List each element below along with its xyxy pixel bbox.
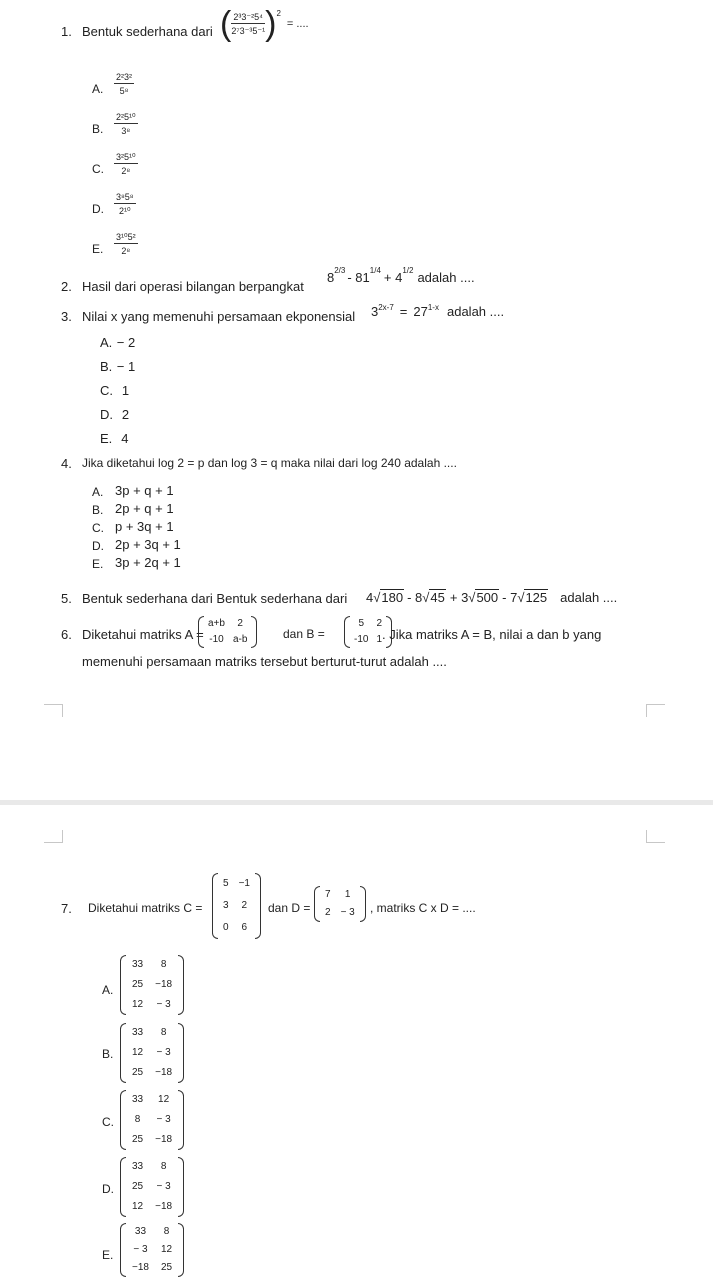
q3-rhs: 27	[413, 304, 428, 319]
q3-lhs-exp: 2x-7	[378, 303, 394, 312]
q7-option-a[interactable]: A.	[102, 983, 114, 997]
q4-opt-value[interactable]: 3p + q + 1	[115, 483, 174, 498]
q1-text: Bentuk sederhana dari	[82, 24, 213, 39]
q1-opt-num: 3¹⁰5²	[116, 232, 136, 242]
q4-opt-letter: C.	[92, 521, 104, 535]
q7-option-e-matrix[interactable]	[120, 1223, 184, 1277]
q3-text: Nilai x yang memenuhi persamaan ekponensial	[82, 309, 356, 324]
q3-eq: =	[399, 304, 408, 319]
q7-option-c-matrix[interactable]	[120, 1090, 184, 1150]
q2-tail: adalah ....	[417, 270, 475, 285]
q1-opt-num: 2²3²	[116, 72, 133, 82]
matrix-cell: −1	[238, 878, 250, 889]
page-corner-mark	[44, 830, 63, 843]
q2-op2: + 4	[383, 270, 403, 285]
q4-opt-value[interactable]: 2p + 3q + 1	[115, 537, 181, 552]
q5-number: 5.	[61, 591, 72, 606]
q1-opt-den: 5⁸	[119, 86, 129, 96]
q4-option-a[interactable]	[92, 483, 103, 501]
q1-opt-num: 2²5¹⁰	[116, 112, 136, 122]
matrix-cell: 12	[132, 1047, 144, 1058]
matrix-cell: a-b	[232, 634, 248, 645]
q2-expression	[327, 266, 475, 285]
q1-opt-den: 2⁸	[121, 166, 131, 176]
matrix-cell: −18	[155, 979, 173, 990]
q4-text: Jika diketahui log 2 = p dan log 3 = q maka nilai dari log 240 adalah ....	[82, 456, 457, 470]
matrix-cell: − 3	[133, 1244, 148, 1255]
q4-opt-letter: A.	[92, 485, 104, 499]
q1-expression: ( $\frac{\text{2³3⁻²5⁴}}{\text{2⁷3⁻³5⁻¹}}$ ) 2 = ....	[220, 5, 309, 43]
matrix-cell: −18	[155, 1134, 173, 1145]
matrix-cell: 2	[325, 907, 331, 918]
matrix-cell: 8	[160, 1161, 167, 1172]
q4-opt-letter: B.	[92, 503, 104, 517]
q1-power: 2	[276, 9, 281, 18]
q4-opt-value[interactable]: 3p + 2q + 1	[115, 555, 181, 570]
q5-coef3: + 3	[449, 589, 469, 605]
q3-expression	[371, 303, 504, 319]
matrix-cell: −18	[132, 1262, 149, 1273]
matrix-cell: − 3	[340, 907, 355, 918]
q5-root3: 500	[476, 590, 499, 605]
matrix-cell: 25	[132, 1181, 144, 1192]
page-corner-mark	[646, 704, 665, 717]
q4-option-d[interactable]	[92, 537, 104, 555]
q7-option-c[interactable]: C.	[102, 1115, 114, 1129]
q2-op1: - 81	[347, 270, 370, 285]
matrix-cell: 8	[160, 959, 167, 970]
q5-text: Bentuk sederhana dari Bentuk sederhana dari	[82, 591, 348, 606]
q3-opt-letter: E.	[100, 431, 113, 446]
page-divider	[0, 800, 713, 805]
matrix-cell: −18	[155, 1067, 173, 1078]
matrix-cell: 12	[132, 999, 144, 1010]
q7-text: Diketahui matriks C =	[88, 901, 203, 915]
q1-opt-den: 3⁸	[121, 126, 131, 136]
q3-opt-value: − 1	[116, 359, 136, 374]
matrix-cell: -10	[209, 634, 224, 645]
q7-option-d[interactable]: D.	[102, 1182, 114, 1196]
q3-opt-letter: D.	[100, 407, 113, 422]
q7-option-a-matrix[interactable]	[120, 955, 184, 1015]
q6-text: Diketahui matriks A =	[82, 627, 204, 642]
matrix-cell: 2	[241, 900, 248, 911]
q7-tail: , matriks C x D = ....	[370, 901, 476, 915]
q7-mid: dan D =	[268, 901, 311, 915]
q5-coef2: - 8	[407, 589, 423, 605]
matrix-cell: 33	[132, 959, 144, 970]
matrix-cell: 8	[163, 1226, 170, 1237]
q1-number: 1.	[61, 24, 72, 39]
matrix-cell: a+b	[208, 618, 225, 629]
matrix-cell: 12	[160, 1244, 173, 1255]
matrix-cell: 33	[132, 1094, 144, 1105]
q1-opt-letter: D.	[92, 202, 104, 216]
q4-opt-letter: E.	[92, 557, 104, 571]
q4-opt-letter: D.	[92, 539, 104, 553]
q3-opt-value: 1	[121, 383, 130, 398]
q1-opt-num: 3⁸5⁸	[116, 192, 134, 202]
q4-option-b[interactable]	[92, 501, 103, 519]
q3-option-a[interactable]	[100, 334, 135, 352]
q7-option-d-matrix[interactable]	[120, 1157, 184, 1217]
q3-opt-letter: A.	[100, 335, 113, 350]
q7-matrix-c	[212, 873, 261, 939]
matrix-cell: 25	[160, 1262, 173, 1273]
q3-option-e[interactable]	[100, 430, 128, 448]
q2-exp1: 2/3	[334, 266, 346, 275]
matrix-cell: 5	[223, 878, 229, 889]
page-corner-mark	[646, 830, 665, 843]
q7-number: 7.	[61, 901, 72, 916]
matrix-cell: 7	[325, 889, 331, 900]
q7-option-b-matrix[interactable]	[120, 1023, 184, 1083]
matrix-cell: 8	[134, 1114, 141, 1125]
matrix-cell: 6	[241, 922, 248, 933]
matrix-cell: 25	[132, 979, 144, 990]
q2-number: 2.	[61, 279, 72, 294]
q7-option-b[interactable]: B.	[102, 1047, 114, 1061]
q7-matrix-d	[314, 886, 366, 922]
q3-opt-letter: C.	[100, 383, 113, 398]
q1-opt-letter: C.	[92, 162, 104, 176]
q1-expr-den: 2⁷3⁻³5⁻¹	[231, 26, 266, 36]
q6-mid: dan B =	[283, 627, 325, 641]
matrix-cell: 25	[132, 1067, 144, 1078]
q3-opt-letter: B.	[100, 359, 113, 374]
q6-tail: . Jika matriks A = B, nilai a dan b yang	[382, 627, 602, 642]
q3-lhs: 3	[371, 304, 379, 319]
q4-number: 4.	[61, 456, 72, 471]
matrix-cell: 2	[237, 618, 243, 629]
matrix-cell: − 3	[156, 1114, 171, 1125]
q1-opt-den: 2⁸	[121, 246, 131, 256]
matrix-cell: 25	[132, 1134, 144, 1145]
matrix-cell: 12	[158, 1094, 170, 1105]
matrix-cell: 33	[132, 1027, 144, 1038]
q1-opt-letter: E.	[92, 242, 104, 256]
q2-exp3: 1/2	[402, 266, 414, 275]
q6-number: 6.	[61, 627, 72, 642]
matrix-cell: 33	[132, 1161, 144, 1172]
q2-base1: 8	[327, 270, 335, 285]
q5-root4: 125	[525, 590, 548, 605]
matrix-cell: 2	[376, 618, 383, 629]
q5-coef1: 4	[366, 589, 374, 605]
q4-option-c[interactable]	[92, 519, 104, 537]
matrix-cell: 33	[134, 1226, 147, 1237]
q4-option-e[interactable]	[92, 555, 103, 573]
q5-root2: 45	[430, 590, 445, 605]
q5-tail: adalah ....	[560, 589, 618, 605]
matrix-cell: 8	[160, 1027, 167, 1038]
q7-option-e[interactable]: E.	[102, 1248, 114, 1262]
matrix-cell: − 3	[156, 999, 171, 1010]
matrix-cell: 12	[132, 1201, 144, 1212]
q5-coef4: - 7	[502, 589, 518, 605]
q3-option-c[interactable]	[100, 382, 129, 400]
q2-text: Hasil dari operasi bilangan berpangkat	[82, 279, 304, 294]
q1-opt-letter: B.	[92, 122, 104, 136]
q3-opt-value: − 2	[116, 335, 136, 350]
q3-number: 3.	[61, 309, 72, 324]
matrix-cell: 1	[376, 634, 383, 645]
q1-opt-num: 3²5¹⁰	[116, 152, 136, 162]
q3-rhs-exp: 1-x	[427, 303, 439, 312]
matrix-cell: -10	[354, 634, 369, 645]
matrix-cell: 3	[223, 900, 229, 911]
q5-expression: 4 √ 180 - 8 √ 45 + 3 √ 500 - 7 √ 125 adalah ....	[366, 589, 618, 605]
matrix-cell: 5	[358, 618, 364, 629]
q2-exp2: 1/4	[369, 266, 381, 275]
page-corner-mark	[44, 704, 63, 717]
matrix-cell: 1	[344, 889, 351, 900]
matrix-cell: − 3	[156, 1047, 171, 1058]
matrix-cell: − 3	[156, 1181, 171, 1192]
q1-tail: = ....	[286, 18, 309, 30]
q4-opt-value[interactable]: 2p + q + 1	[115, 501, 174, 516]
q3-option-d[interactable]	[100, 406, 129, 424]
q1-opt-letter: A.	[92, 82, 104, 96]
q3-opt-value: 2	[121, 407, 130, 422]
q6-matrix-a	[198, 616, 257, 648]
q3-option-b[interactable]	[100, 358, 135, 376]
matrix-cell: 0	[223, 922, 229, 933]
q3-tail: adalah ....	[446, 304, 505, 319]
q6-line2: memenuhi persamaan matriks tersebut berturut-turut adalah ....	[82, 654, 447, 669]
q4-opt-value[interactable]: p + 3q + 1	[115, 519, 174, 534]
q3-opt-value: 4	[121, 431, 129, 446]
q5-root1: 180	[381, 590, 404, 605]
q1-expr-num: 2³3⁻²5⁴	[233, 12, 264, 22]
matrix-cell: −18	[155, 1201, 173, 1212]
q1-opt-den: 2¹⁰	[118, 206, 131, 216]
